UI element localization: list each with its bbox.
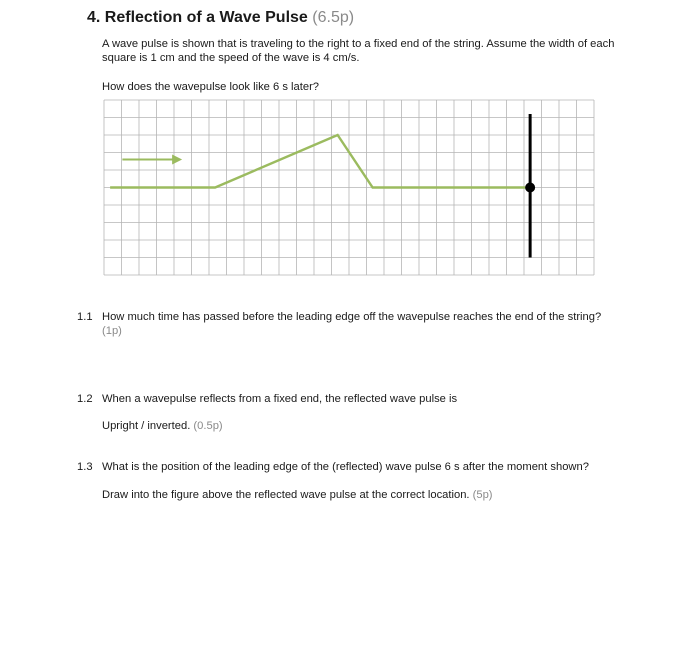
question-1-2-text: When a wavepulse reflects from a fixed end, the reflected wave pulse is: [102, 393, 458, 405]
question-1-3-instruction-text: Draw into the figure above the reflected wave pulse at the correct location.: [102, 489, 470, 501]
question-1-3-points: (5p): [472, 489, 493, 501]
question-1-2-number: 1.2: [77, 393, 93, 405]
question-1-3-number: 1.3: [77, 461, 93, 473]
direction-arrow-head: [172, 155, 182, 165]
question-1-2-points: (0.5p): [193, 420, 223, 432]
question-1-1-points: (1p): [102, 325, 122, 337]
section-title: Reflection of a Wave Pulse: [104, 9, 308, 26]
figure-prompt: How does the wavepulse look like 6 s later?: [102, 81, 320, 93]
wave-pulse-figure: [0, 0, 700, 290]
question-1-2-answer: [102, 419, 632, 433]
question-1-3-instruction: [102, 488, 632, 502]
intro-text: A wave pulse is shown that is traveling to the right to a fixed end of the string. Assume the width of each square is 1 cm and the speed of the wave is 4 cm/s.: [102, 38, 615, 64]
question-1-1-number: 1.1: [77, 311, 93, 323]
question-1-3-text: What is the position of the leading edge of the (reflected) wave pulse 6 s after the moment shown?: [102, 461, 589, 473]
section-points: (6.5p): [312, 9, 355, 26]
question-1-2-choice: Upright / inverted.: [102, 420, 191, 432]
direction-arrow: [122, 155, 182, 165]
question-1-1-text: How much time has passed before the leading edge off the wavepulse reaches the end of the string?: [102, 311, 602, 323]
fixed-end-point: [525, 183, 535, 193]
section-number: 4.: [87, 9, 101, 26]
question-1-1: [102, 310, 632, 338]
